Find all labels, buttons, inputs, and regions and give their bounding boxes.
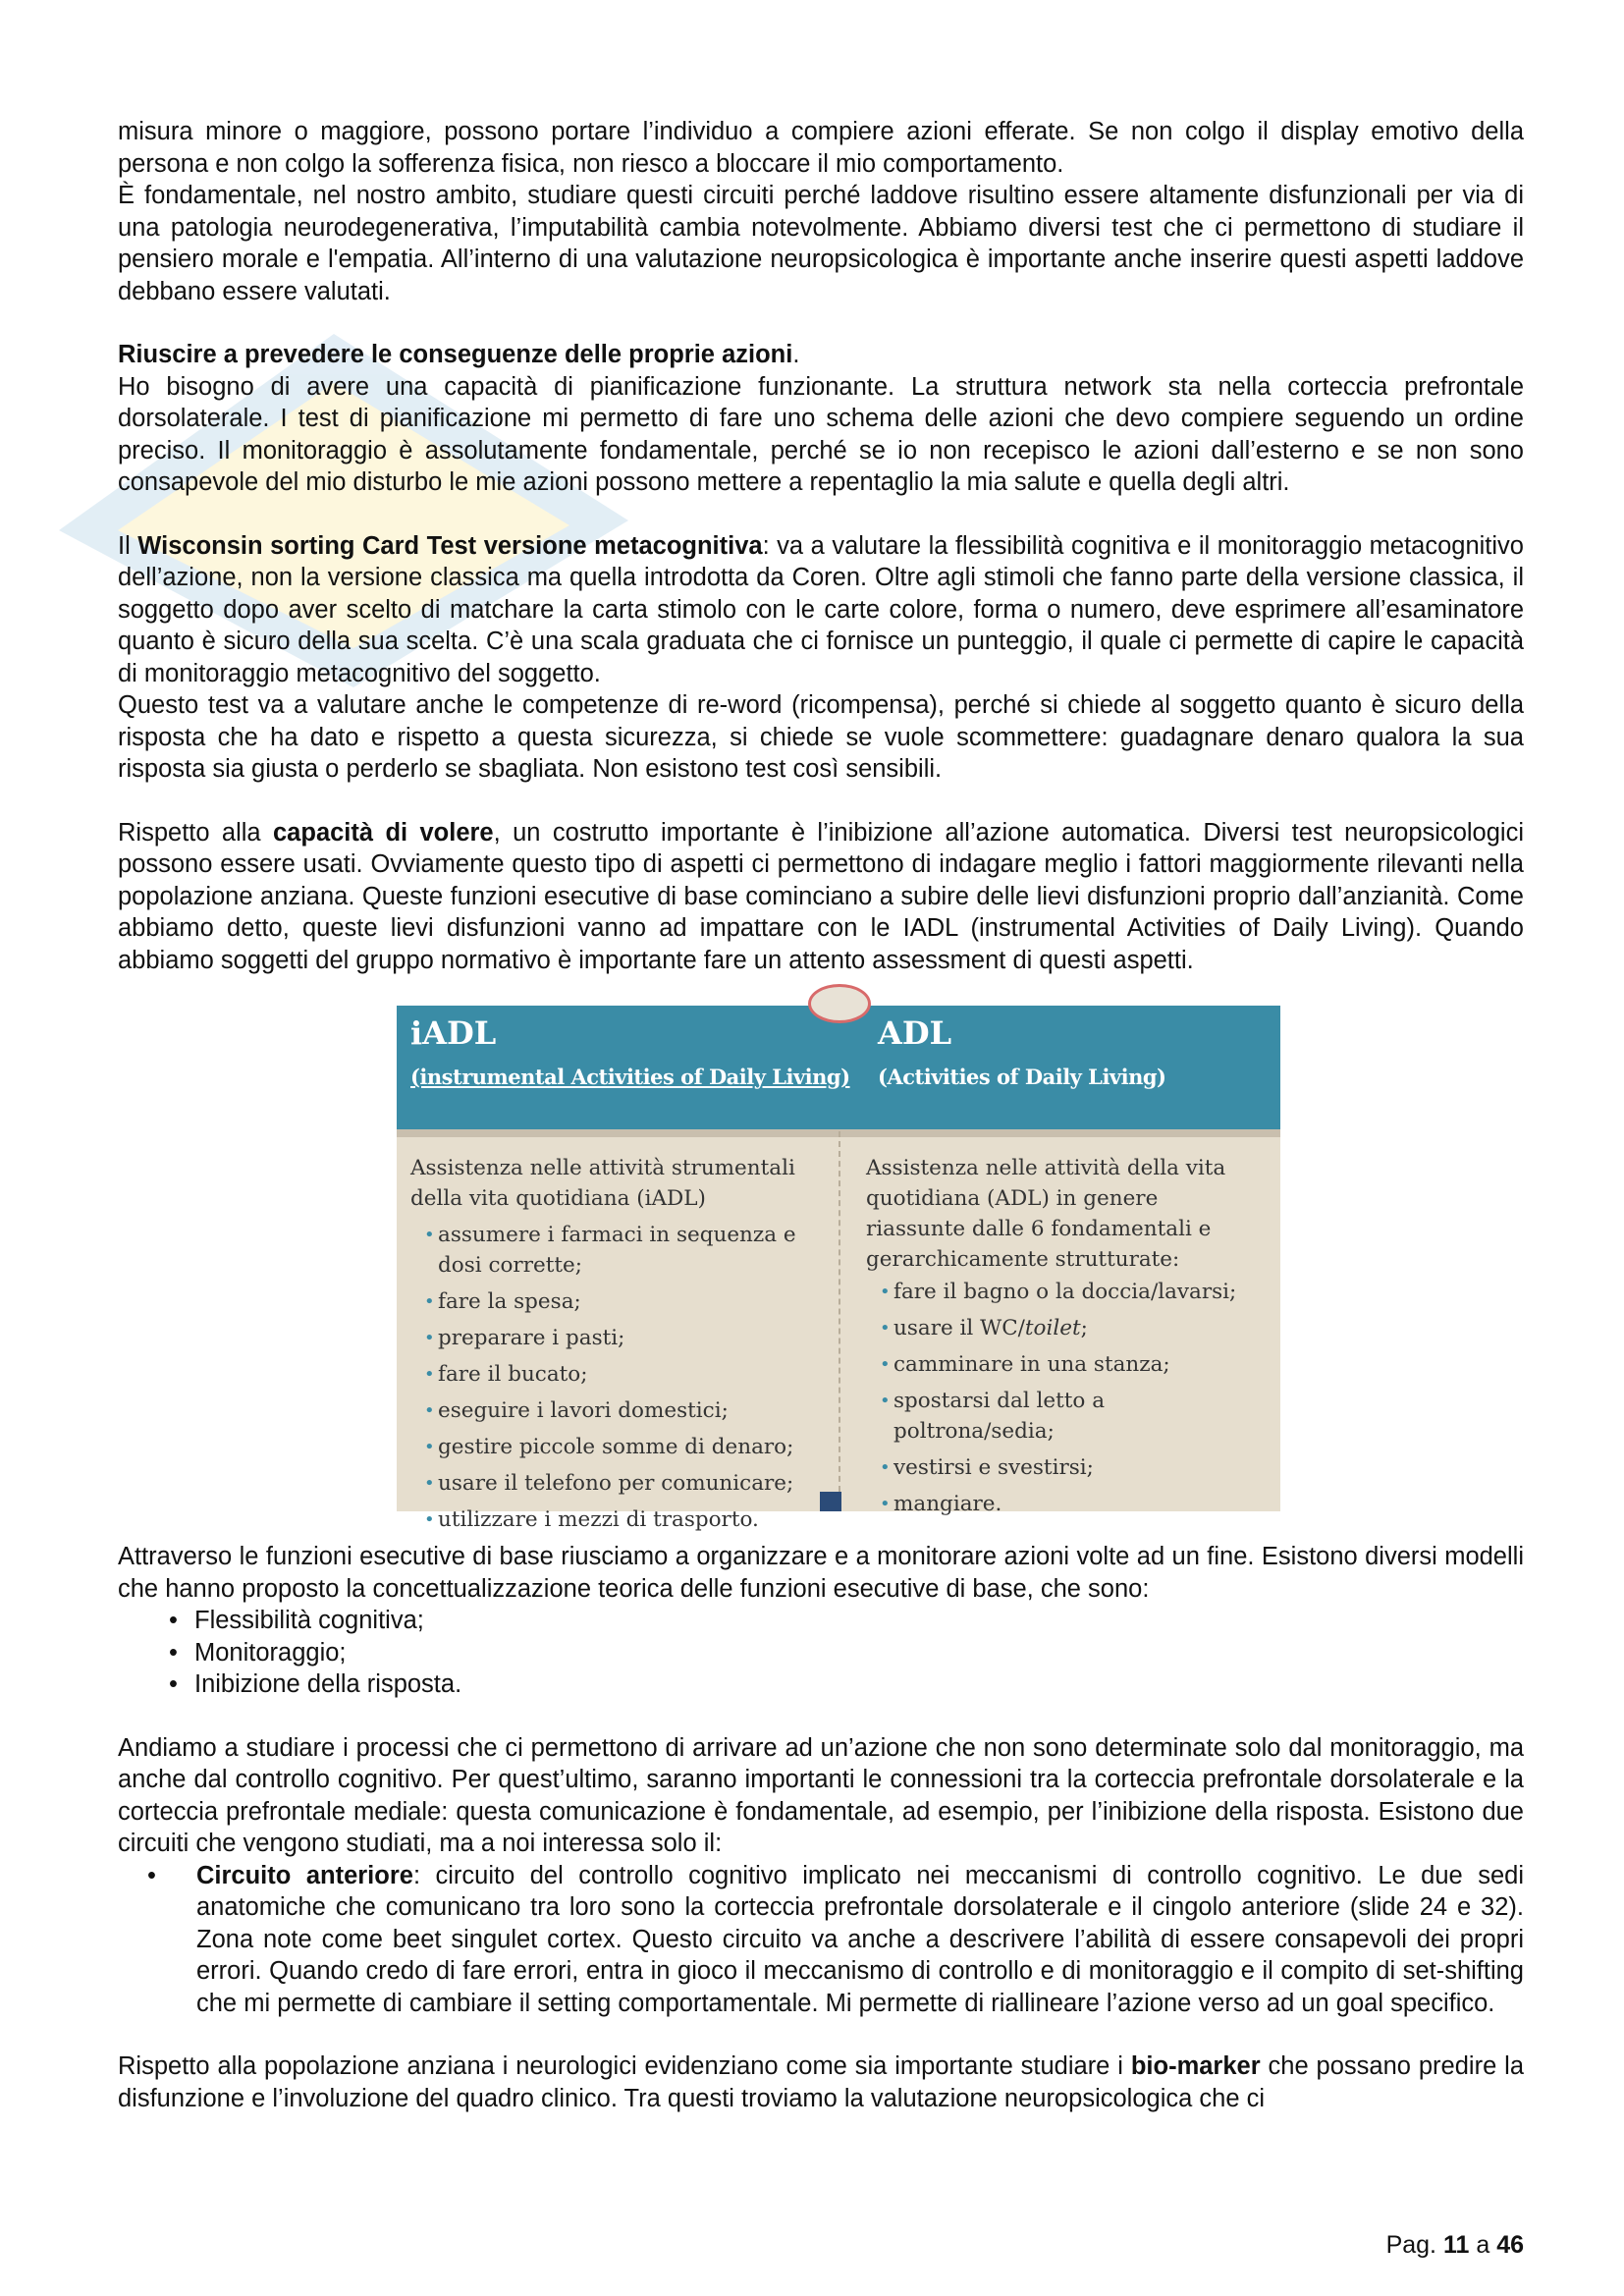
document-page bbox=[118, 116, 1524, 2114]
current-page: 11 bbox=[1442, 2231, 1470, 2259]
paragraph bbox=[118, 817, 1524, 977]
iadl-intro: della vita quotidiana (iADL) bbox=[410, 1186, 706, 1211]
heading-punct: . bbox=[792, 341, 800, 368]
circuit-list bbox=[118, 1860, 1524, 2020]
iadl-item: • fare la spesa; bbox=[424, 1286, 823, 1317]
paragraph: È fondamentale, nel nostro ambito, studiare questi circuiti perché laddove risultino essere altamente disfunzionali per via di una patologia neurodegenerativa, l’imputabilità cambia notevolmente. Abbiamo diversi test che ci permettono di studiare il pensiero morale e l'empatia. All’interno di una valutazione neuropsicologica è importante anche inserire questi aspetti laddove debbano essere valutati. bbox=[118, 182, 1524, 305]
adl-item-text: spostarsi dal letto a bbox=[893, 1389, 1106, 1413]
iadl-subtitle: (instrumental Activities of Daily Living) bbox=[410, 1065, 850, 1089]
adl-item-italic: toilet bbox=[1024, 1316, 1081, 1340]
exec-functions-list bbox=[118, 1605, 1524, 1701]
iadl-item-text: assumere i farmaci in sequenza e bbox=[438, 1223, 796, 1247]
list-item: • Inibizione della risposta. bbox=[118, 1668, 1524, 1701]
iadl-list bbox=[410, 1220, 823, 1535]
section-heading bbox=[118, 339, 1524, 371]
adl-list bbox=[866, 1277, 1273, 1519]
iadl-item bbox=[424, 1220, 823, 1281]
text-span: : circuito del controllo cognitivo implicato nei meccanismi di controllo cognitivo. Le due sedi anatomiche che comunicano tra loro sono la corteccia prefrontale dorsolaterale e il cingolo anteriore (slide 24 e 32). Zona note come beet singulet cortex. Questo circuito va anche a descrivere l’abilità di essere consapevoli dei propri errori. Quando credo di fare errori, entra in gioco il meccanismo di controllo e di monitoraggio e il compito di set-shifting che mi permette di cambiare il setting comportamentale. Mi permette di riallineare l’azione verso ad un goal specifico. bbox=[196, 1861, 1524, 2017]
adl-figure-image bbox=[397, 1006, 1280, 1532]
list-item: • Flessibilità cognitiva; bbox=[118, 1605, 1524, 1637]
adl-item-cont: poltrona/sedia; bbox=[893, 1419, 1055, 1444]
text-span: , un costrutto importante è l’inibizione all’azione automatica. Diversi test neuropsicologici possono essere usati. Ovviamente questo tipo di aspetti ci permettono di indagare meglio i fattori maggiormente rilevanti nella popolazione anziana. Queste funzioni esecutive di base cominciano a subire delle lievi disfunzioni proprio dall’anzianità. Come abbiamo detto, queste lievi disfunzioni vanno ad impattare con le IADL (instrumental Activities of Daily Living). Quando abbiamo soggetti del gruppo normativo è importante fare un attento assessment di questi aspetti. bbox=[118, 818, 1524, 974]
iadl-title: iADL bbox=[410, 1014, 497, 1052]
paragraph: misura minore o maggiore, possono portare l’individuo a compiere azioni efferate. Se non colgo il display emotivo della persona e non colgo la sofferenza fisica, non riesco a bloccare il mio comportamento. bbox=[118, 118, 1524, 178]
paragraph bbox=[118, 2050, 1524, 2114]
iadl-item: • eseguire i lavori domestici; bbox=[424, 1395, 823, 1426]
adl-column bbox=[866, 1153, 1273, 1519]
paragraph: Ho bisogno di avere una capacità di pianificazione funzionante. La struttura network sta nella corteccia prefrontale dorsolaterale. I test di pianificazione mi permetto di fare uno schema delle azioni che devo compiere seguendo un ordine preciso. Il monitoraggio è assolutamente fondamentale, perché se io non recepisco le azioni dall’esterno e se non sono consapevole del mio disturbo le mie azioni possono mettere a repentaglio la mia salute e quella degli altri. bbox=[118, 372, 1524, 496]
adl-item: • mangiare. bbox=[880, 1489, 1273, 1519]
iadl-header bbox=[410, 1013, 850, 1092]
figure-corner-logo bbox=[820, 1492, 841, 1511]
text-span: Rispetto alla popolazione anziana i neurologici evidenziano come sia importante studiare i bbox=[118, 2052, 1131, 2080]
iadl-item-cont: dosi corrette; bbox=[438, 1253, 582, 1278]
iadl-item: • gestire piccole somme di denaro; bbox=[424, 1432, 823, 1462]
paragraph bbox=[118, 530, 1524, 690]
iadl-intro: Assistenza nelle attività strumentali bbox=[410, 1156, 795, 1180]
iadl-column bbox=[410, 1153, 823, 1535]
bold-term: capacità di volere bbox=[273, 818, 494, 847]
list-item bbox=[118, 1860, 1524, 2020]
iadl-item: • usare il telefono per comunicare; bbox=[424, 1468, 823, 1499]
adl-item-text: usare il WC/ bbox=[893, 1316, 1025, 1340]
heading-text: Riuscire a prevedere le conseguenze delle proprie azioni bbox=[118, 341, 793, 368]
iadl-item: • fare il bucato; bbox=[424, 1359, 823, 1390]
total-pages: 46 bbox=[1496, 2231, 1524, 2259]
paragraph: Andiamo a studiare i processi che ci permettono di arrivare ad un’azione che non sono determinate solo dal monitoraggio, ma anche dal controllo cognitivo. Per quest’ultimo, saranno importanti le connessioni tra la corteccia prefrontale dorsolaterale e la corteccia prefrontale mediale: questa comunicazione è fondamentale, ad esempio, per l’inibizione della risposta. Esistono due circuiti che vengono studiati, ma a noi interessa solo il: bbox=[118, 1733, 1524, 1857]
text-span: che possano predire la disfunzione e l’involuzione del quadro clinico. Tra questi troviamo la valutazione neuropsicologica che ci bbox=[118, 2052, 1524, 2112]
iadl-item: • preparare i pasti; bbox=[424, 1323, 823, 1353]
adl-intro: Assistenza nelle attività della vita bbox=[866, 1156, 1226, 1180]
text-span: Rispetto alla bbox=[118, 818, 273, 847]
figure-column-divider bbox=[839, 1131, 842, 1511]
paragraph: Questo test va a valutare anche le competenze di re-word (ricompensa), perché si chiede al soggetto quanto è sicuro della risposta che ha dato e rispetto a questa sicurezza, si chiede se vuole scommettere: guadagnare denaro qualora la sua risposta sia giusta o perderlo se sbagliata. Non esistono test così sensibili. bbox=[118, 691, 1524, 783]
text-span: : va a valutare la flessibilità cognitiva e il monitoraggio metacognitivo dell’azione, non la versione classica ma quella introdotta da Coren. Oltre agli stimoli che fanno parte della versione classica, il soggetto dopo aver scelto di matchare la carta stimolo con le carte colore, forma o numero, deve esprimere all’esaminatore quanto è sicuro della sua scelta. C’è una scala graduata che ci fornisce un punteggio, il quale ci permette di capire le capacità di monitoraggio metacognitivo del soggetto. bbox=[118, 531, 1524, 687]
adl-intro: riassunte dalle 6 fondamentali e bbox=[866, 1217, 1212, 1241]
figure-badge-icon bbox=[808, 984, 871, 1023]
bold-term: Circuito anteriore bbox=[196, 1861, 413, 1889]
adl-header bbox=[878, 1013, 1166, 1092]
adl-item-tail: ; bbox=[1080, 1316, 1088, 1340]
adl-item bbox=[880, 1313, 1273, 1343]
page-prefix: Pag. bbox=[1385, 2231, 1443, 2259]
iadl-item: • utilizzare i mezzi di trasporto. bbox=[424, 1504, 823, 1535]
adl-title: ADL bbox=[878, 1014, 952, 1052]
bold-term: Wisconsin sorting Card Test versione metacognitiva bbox=[137, 531, 763, 560]
page-number bbox=[1386, 2231, 1524, 2260]
text-span: Il bbox=[118, 531, 138, 560]
adl-item: • camminare in una stanza; bbox=[880, 1349, 1273, 1380]
adl-item bbox=[880, 1386, 1273, 1447]
adl-figure bbox=[397, 1006, 1280, 1532]
adl-intro: quotidiana (ADL) in genere bbox=[866, 1186, 1159, 1211]
list-item: • Monitoraggio; bbox=[118, 1637, 1524, 1669]
adl-item: • fare il bagno o la doccia/lavarsi; bbox=[880, 1277, 1273, 1307]
page-sep: a bbox=[1469, 2231, 1497, 2259]
adl-subtitle: (Activities of Daily Living) bbox=[878, 1065, 1166, 1089]
bold-term: bio-marker bbox=[1130, 2052, 1261, 2080]
figure-header bbox=[397, 1006, 1280, 1131]
paragraph: Attraverso le funzioni esecutive di base riusciamo a organizzare e a monitorare azioni volte ad un fine. Esistono diversi modelli che hanno proposto la concettualizzazione teorica delle funzioni esecutive di base, che sono: bbox=[118, 1543, 1524, 1603]
adl-intro: gerarchicamente strutturate: bbox=[866, 1247, 1180, 1272]
adl-item: • vestirsi e svestirsi; bbox=[880, 1452, 1273, 1483]
